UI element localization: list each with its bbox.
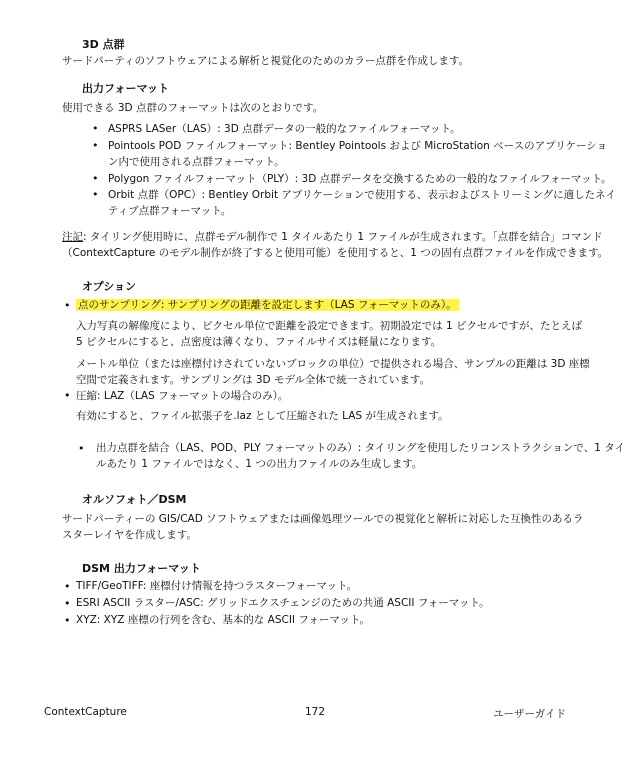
option-merge-cont: ルあたり 1 ファイルではなく、1 つの出力ファイルのみ生成します。 [96, 458, 423, 470]
note-paragraph [62, 229, 603, 246]
option-compression-label: 圧縮: LAZ（LAS フォーマットの場合のみ）。 [76, 390, 289, 402]
bullet-icon: • [92, 188, 99, 201]
dsm-format-tiff: TIFF/GeoTIFF: 座標付け情報を持つラスターフォーマット。 [76, 580, 358, 592]
bullet-icon: • [92, 139, 99, 152]
dsm-format-xyz: XYZ: XYZ 座標の行列を含む、基本的な ASCII フォーマット。 [76, 614, 370, 626]
bullet-icon: • [92, 122, 99, 135]
bullet-icon: • [64, 614, 71, 627]
output-formats-intro: 使用できる 3D 点群のフォーマットは次のとおりです。 [62, 102, 324, 114]
bullet-icon: • [78, 442, 85, 455]
format-item-pod: Pointools POD ファイルフォーマット: Bentley Pointools および MicroStation ベースのアプリケーショ [108, 140, 608, 152]
sampling-desc-2: メートル単位（または座標付けされていないブロックの単位）で提供される場合、サンプルの距離は 3D 座標 [76, 358, 590, 370]
dsm-format-asc: ESRI ASCII ラスター/ASC: グリッドエクスチェンジのための共通 ASCII フォーマット。 [76, 597, 490, 609]
compression-desc: 有効にすると、ファイル拡張子を.laz として圧縮された LAS が生成されます。 [76, 410, 449, 422]
footer-product-name: ContextCapture [44, 706, 127, 718]
option-sampling-label [76, 297, 459, 314]
note-paragraph-cont: （ContextCapture のモデル制作が終了すると使用可能）を使用すると、1 つの固有点群ファイルを作成できます。 [62, 247, 609, 259]
section-title-orthophoto-dsm: オルソフォト／DSM [82, 493, 187, 506]
orthophoto-desc-cont: スターレイヤを作成します。 [62, 529, 197, 541]
format-item-las: ASPRS LASer（LAS）: 3D 点群データの一般的なファイルフォーマット。 [108, 123, 461, 135]
bullet-icon: • [92, 172, 99, 185]
format-item-opc-cont: ティブ点群フォーマット。 [108, 205, 232, 217]
orthophoto-desc: サードパーティーの GIS/CAD ソフトウェアまたは画像処理ツールでの視覚化と解析に対応した互換性のあるラ [62, 513, 584, 525]
bullet-icon: • [64, 299, 71, 312]
footer-guide-title: ユーザーガイド [493, 708, 566, 720]
sampling-desc-1: 入力写真の解像度により、ピクセル単位で距離を設定できます。初期設定では 1 ピクセルですが、たとえば [76, 320, 583, 332]
option-merge: 出力点群を結合（LAS、POD、PLY フォーマットのみ）: タイリングを使用したリコンストラクションで、1 タイ [96, 442, 626, 454]
bullet-icon: • [64, 597, 71, 610]
section-title-output-formats: 出力フォーマット [82, 82, 170, 95]
format-item-ply: Polygon ファイルフォーマット（PLY）: 3D 点群データを交換するための一般的なファイルフォーマット。 [108, 173, 612, 185]
section-title-dsm-formats: DSM 出力フォーマット [82, 562, 201, 575]
bullet-icon: • [64, 389, 71, 402]
format-item-opc: Orbit 点群（OPC）: Bentley Orbit アプリケーションで使用する、表示およびストリーミングに適したネイ [108, 189, 616, 201]
note-text: : タイリング使用時に、点群モデル制作で 1 タイルあたり 1 ファイルが生成されます。「点群を結合」コマンド [83, 231, 603, 243]
highlighted-text: 点のサンプリング: サンプリングの距離を設定します（LAS フォーマットのみ）。 [78, 299, 457, 311]
section-title-options: オプション [82, 280, 137, 293]
section-title-3d-point-cloud: 3D 点群 [82, 38, 125, 51]
sampling-desc-2-cont: 空間で定義されます。サンプリングは 3D モデル全体で統一されています。 [76, 374, 431, 386]
note-label: 注記 [62, 231, 83, 243]
sampling-desc-1-cont: 5 ピクセルにすると、点密度は薄くなり、ファイルサイズは軽量になります。 [76, 336, 442, 348]
format-item-pod-cont: ン内で使用される点群フォーマット。 [108, 156, 285, 168]
section-intro-3d-point-cloud: サードパーティのソフトウェアによる解析と視覚化のためのカラー点群を作成します。 [62, 55, 469, 67]
footer-page-number: 172 [305, 706, 326, 718]
bullet-icon: • [64, 580, 71, 593]
